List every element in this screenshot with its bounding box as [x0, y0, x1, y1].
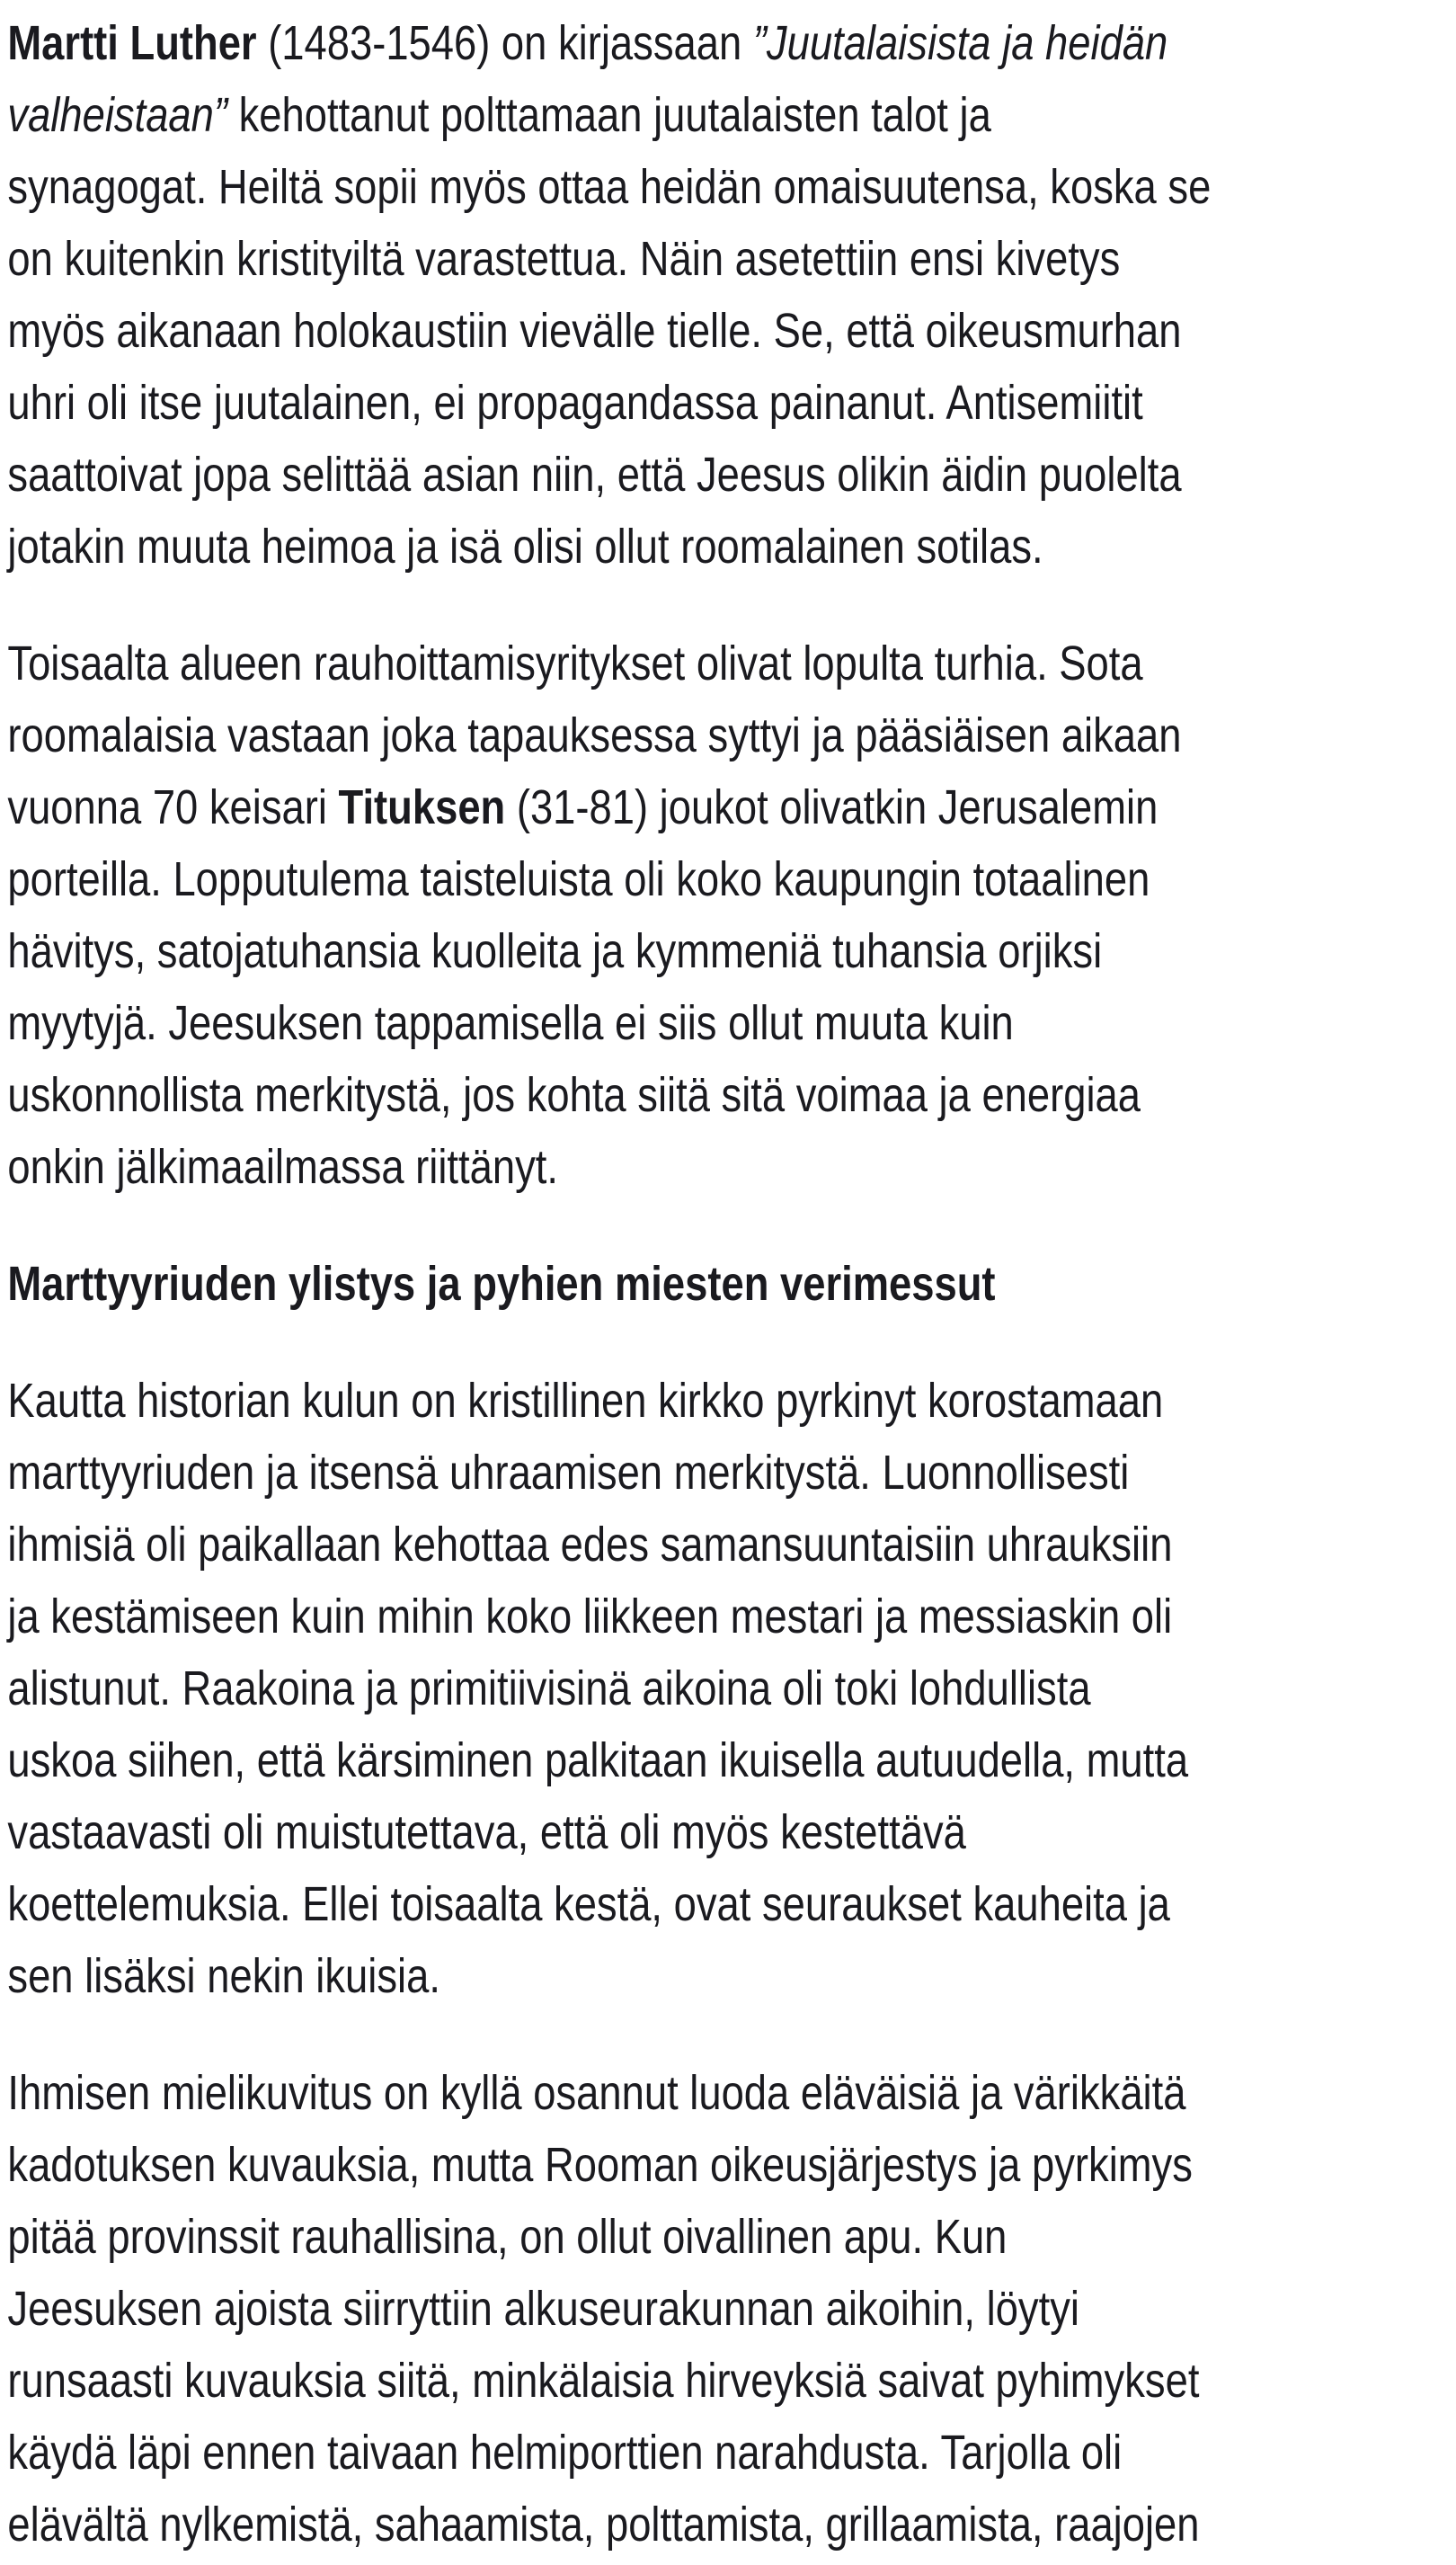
bold-text-martti-luther: Martti Luther	[7, 16, 257, 70]
text-line: uhri oli itse juutalainen, ei propagandassa painanut. Antisemiitit	[7, 376, 1143, 430]
text-line: synagogat. Heiltä sopii myös ottaa heidän omaisuutensa, koska se	[7, 160, 1212, 214]
paragraph-imagination	[7, 2057, 1456, 2561]
text-line: uskonnollista merkitystä, jos kohta siitä sitä voimaa ja energiaa	[7, 1068, 1141, 1122]
text-line: uskoa siihen, että kärsiminen palkitaan ikuisella autuudella, mutta	[7, 1733, 1189, 1787]
text-line: Kautta historian kulun on kristillinen kirkko pyrkinyt korostamaan	[7, 1374, 1164, 1428]
text-line: Jeesuksen ajoista siirryttiin alkuseurakunnan aikoihin, löytyi	[7, 2282, 1079, 2336]
text-line	[7, 79, 1456, 151]
bold-text-titus: Tituksen	[338, 780, 506, 834]
text-line: roomalaisia vastaan joka tapauksessa syttyi ja pääsiäisen aikaan	[7, 708, 1182, 762]
text-line: Ihmisen mielikuvitus on kyllä osannut luoda eläväisiä ja värikkäitä	[7, 2066, 1186, 2120]
text-line: jotakin muuta heimoa ja isä olisi ollut roomalainen sotilas.	[7, 520, 1043, 574]
text-line: pitää provinssit rauhallisina, on ollut oivallinen apu. Kun	[7, 2210, 1008, 2264]
text-line: ihmisiä oli paikallaan kehottaa edes samansuuntaisiin uhrauksiin	[7, 1518, 1173, 1572]
text-line: sen lisäksi nekin ikuisia.	[7, 1949, 440, 2003]
text-line	[7, 771, 1456, 843]
paragraph-titus	[7, 628, 1456, 1203]
text-line: hävitys, satojatuhansia kuolleita ja kymmeniä tuhansia orjiksi	[7, 924, 1103, 978]
text-line	[7, 7, 1456, 79]
text-line: käydä läpi ennen taivaan helmiporttien narahdusta. Tarjolla oli	[7, 2426, 1123, 2480]
body-text: vuonna 70 keisari	[7, 780, 339, 834]
text-line: runsaasti kuvauksia siitä, minkälaisia hirveyksiä saivat pyhimykset	[7, 2354, 1200, 2408]
text-line: kadotuksen kuvauksia, mutta Rooman oikeusjärjestys ja pyrkimys	[7, 2138, 1193, 2192]
text-line: elävältä nylkemistä, sahaamista, polttamista, grillaamista, raajojen	[7, 2498, 1200, 2552]
text-line: marttyyriuden ja itsensä uhraamisen merkitystä. Luonnollisesti	[7, 1446, 1130, 1500]
body-text: (31-81) joukot olivatkin Jerusalemin	[505, 780, 1159, 834]
text-line: alistunut. Raakoina ja primitiivisinä aikoina oli toki lohdullista	[7, 1661, 1091, 1715]
text-line: vastaavasti oli muistutettava, että oli myös kestettävä	[7, 1805, 966, 1859]
book-title-italic: ”Juutalaisista ja heidän	[752, 16, 1168, 70]
paragraph-martyrdom	[7, 1365, 1456, 2012]
paragraph-luther	[7, 7, 1456, 583]
text-line: onkin jälkimaailmassa riittänyt.	[7, 1140, 558, 1194]
section-heading: Marttyyriuden ylistys ja pyhien miesten verimessut	[7, 1257, 996, 1311]
text-line: myös aikanaan holokaustiin vievälle tielle. Se, että oikeusmurhan	[7, 304, 1182, 358]
text-line: porteilla. Lopputulema taisteluista oli koko kaupungin totaalinen	[7, 852, 1150, 906]
body-text: kehottanut polttamaan juutalaisten talot ja	[226, 88, 991, 142]
text-line: ja kestämiseen kuin mihin koko liikkeen mestari ja messiaskin oli	[7, 1590, 1173, 1643]
text-line: koettelemuksia. Ellei toisaalta kestä, ovat seuraukset kauheita ja	[7, 1877, 1170, 1931]
text-line: myytyjä. Jeesuksen tappamisella ei siis ollut muuta kuin	[7, 996, 1014, 1050]
text-line: Toisaalta alueen rauhoittamisyritykset olivat lopulta turhia. Sota	[7, 637, 1143, 690]
text-line: saattoivat jopa selittää asian niin, että Jeesus olikin äidin puolelta	[7, 448, 1182, 502]
text-line: on kuitenkin kristityiltä varastettua. Näin asetettiin ensi kivetys	[7, 232, 1121, 286]
body-text: (1483-1546) on kirjassaan	[256, 16, 753, 70]
book-title-italic: valheistaan”	[7, 88, 227, 142]
